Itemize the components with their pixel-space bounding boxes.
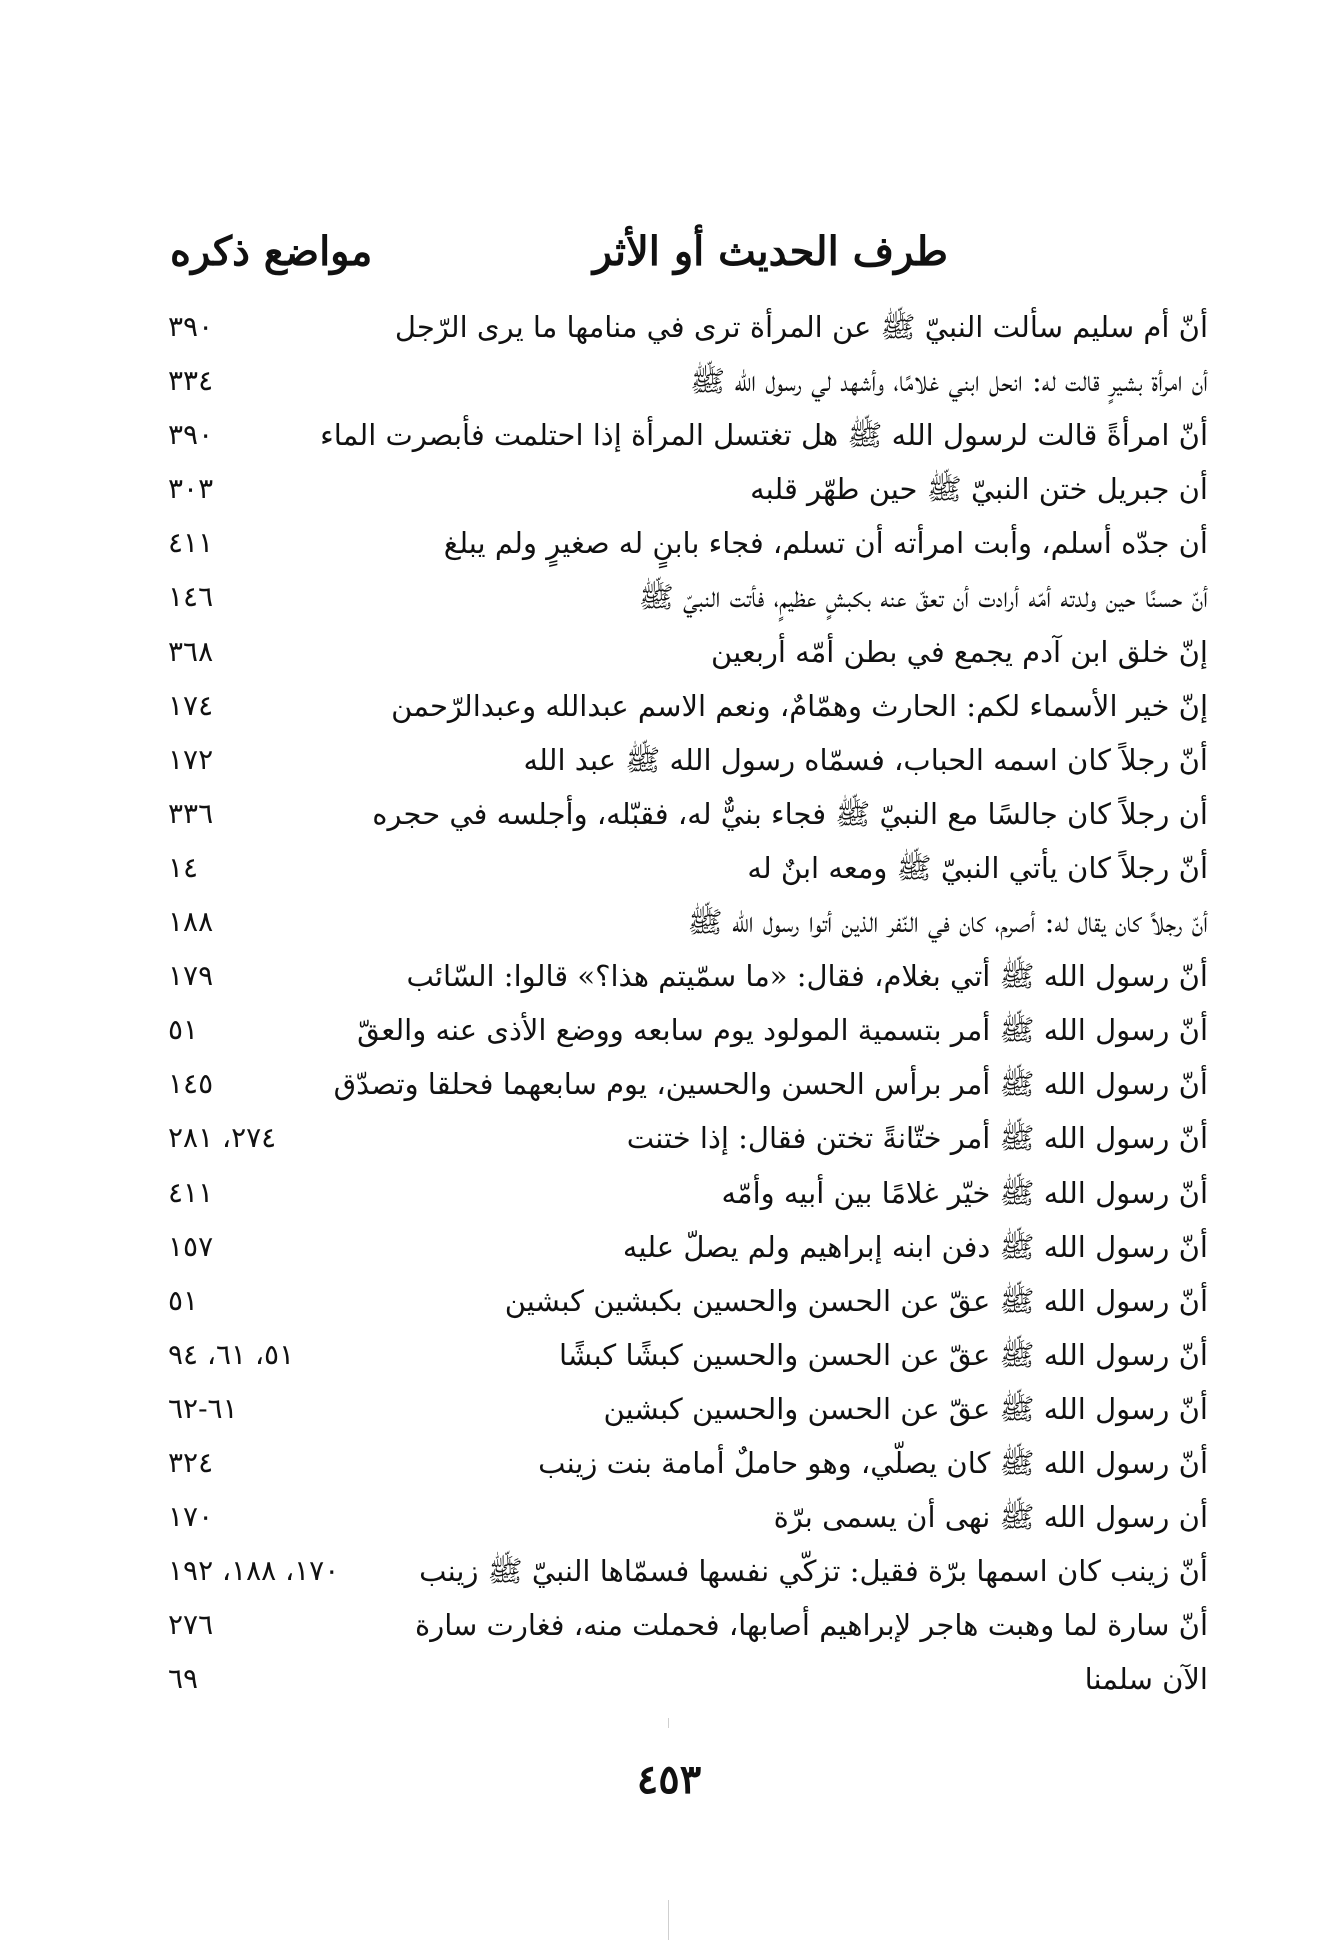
page-references: ٣٩٠ <box>168 418 214 452</box>
hadith-text: أنّ رسول الله ﷺ دفن ابنه إبراهيم ولم يصلّ عليه <box>622 1229 1208 1264</box>
index-row <box>160 841 1208 895</box>
hadith-text: أنّ رجلاً كان يأتي النبيّ ﷺ ومعه ابنٌ له <box>747 850 1208 885</box>
hadith-text: أنّ رسول الله ﷺ عقّ عن الحسن والحسين كبشًا كبشًا <box>558 1337 1208 1372</box>
page-references: ٣٠٣ <box>168 472 214 506</box>
hadith-text: أنّ رسول الله ﷺ عقّ عن الحسن والحسين بكبشين كبشين <box>504 1283 1208 1318</box>
index-row <box>160 516 1208 570</box>
hadith-text: إنّ خلق ابن آدم يجمع في بطن أمّه أربعين <box>711 634 1208 669</box>
index-row <box>160 1598 1208 1652</box>
page-references: ٣٣٦ <box>168 796 214 830</box>
page-references: ١٧٠، ١٨٨، ١٩٢ <box>168 1554 340 1588</box>
page-references: ٦١-٦٢ <box>168 1391 238 1425</box>
hadith-text: الآن سلمنا <box>1084 1662 1208 1697</box>
page-references: ٤١١ <box>168 1175 214 1209</box>
index-row <box>160 1057 1208 1111</box>
index-row <box>160 1436 1208 1490</box>
page-references: ١٧٩ <box>168 959 214 993</box>
hadith-text: أنّ أم سليم سألت النبيّ ﷺ عن المرأة ترى في منامها ما يرى الرّجل <box>394 310 1208 344</box>
index-row <box>160 1111 1208 1165</box>
page-references: ٣٢٤ <box>168 1445 214 1479</box>
page-references: ٤١١ <box>168 526 214 560</box>
header-reference-column: مواضع ذكره <box>170 228 373 275</box>
hadith-text: أنّ رجلاً كان يقال له: أصرم، كان في النّفر الذين أتوا رسول الله ﷺ <box>687 905 1208 940</box>
hadith-text: أن رسول الله ﷺ نهى أن يسمى برّة <box>773 1500 1208 1535</box>
index-row <box>160 408 1208 462</box>
page-references: ١٥٧ <box>168 1229 214 1263</box>
hadith-text: أنّ رسول الله ﷺ أمر ختّانةً تختن فقال: إذا ختنت <box>626 1121 1208 1156</box>
index-row <box>160 1166 1208 1220</box>
index-row <box>160 733 1208 787</box>
hadith-text: أنّ رسول الله ﷺ أتي بغلام، فقال: «ما سمّيتم هذا؟» قالوا: السّائب <box>406 959 1208 994</box>
page-references: ٥١ <box>168 1283 199 1317</box>
hadith-text: أن جدّه أسلم، وأبت امرأته أن تسلم، فجاء بابنٍ له صغيرٍ ولم يبلغ <box>443 526 1208 561</box>
hadith-text: أن جبريل ختن النبيّ ﷺ حين طهّر قلبه <box>750 472 1208 507</box>
index-row <box>160 679 1208 733</box>
index-table <box>160 300 1208 1706</box>
hadith-text: أنّ سارة لما وهبت هاجر لإبراهيم أصابها، فحملت منه، فغارت سارة <box>415 1608 1208 1643</box>
index-row <box>160 1544 1208 1598</box>
index-row <box>160 462 1208 516</box>
index-row <box>160 1274 1208 1328</box>
hadith-text: أنّ امرأةً قالت لرسول الله ﷺ هل تغتسل المرأة إذا احتلمت فأبصرت الماء <box>320 418 1208 453</box>
hadith-text: أنّ زينب كان اسمها برّة فقيل: تزكّي نفسها فسمّاها النبيّ ﷺ زينب <box>419 1554 1208 1589</box>
hadith-text: أنّ رسول الله ﷺ عقّ عن الحسن والحسين كبشين <box>603 1391 1208 1426</box>
hadith-text: أنّ رسول الله ﷺ خيّر غلامًا بين أبيه وأمّه <box>721 1175 1208 1210</box>
index-row <box>160 949 1208 1003</box>
hadith-text: أنّ رجلاً كان اسمه الحباب، فسمّاه رسول الله ﷺ عبد الله <box>523 742 1208 777</box>
index-row <box>160 895 1208 949</box>
index-row <box>160 570 1208 624</box>
index-row <box>160 1490 1208 1544</box>
page-references: ٦٩ <box>168 1662 199 1696</box>
page-references: ١٤٥ <box>168 1067 214 1101</box>
page-references: ١٧٠ <box>168 1500 214 1534</box>
scan-mark <box>668 1900 669 1940</box>
page-references: ١٨٨ <box>168 905 214 939</box>
page-references: ٥١ <box>168 1013 199 1047</box>
index-row <box>160 625 1208 679</box>
hadith-text: أنّ رسول الله ﷺ كان يصلّي، وهو حاملٌ أمامة بنت زينب <box>538 1445 1208 1480</box>
hadith-text: أنّ رسول الله ﷺ أمر بتسمية المولود يوم سابعه ووضع الأذى عنه والعقّ <box>357 1013 1208 1048</box>
index-row <box>160 354 1208 408</box>
header-hadith-column: طرف الحديث أو الأثر <box>592 228 948 275</box>
index-row <box>160 1328 1208 1382</box>
page-references: ٣٦٨ <box>168 634 214 668</box>
index-row <box>160 787 1208 841</box>
page-references: ٢٧٦ <box>168 1608 214 1642</box>
hadith-text: إنّ خير الأسماء لكم: الحارث وهمّامٌ، ونعم الاسم عبدالله وعبدالرّحمن <box>391 688 1208 723</box>
scan-mark <box>668 1718 669 1728</box>
index-row <box>160 1382 1208 1436</box>
page-references: ٥١، ٦١، ٩٤ <box>168 1337 295 1371</box>
index-row <box>160 1003 1208 1057</box>
hadith-text: أنّ رسول الله ﷺ أمر برأس الحسن والحسين، يوم سابعهما فحلقا وتصدّق <box>333 1067 1208 1102</box>
page-references: ٣٩٠ <box>168 310 214 343</box>
page-references: ١٤٦ <box>168 580 214 614</box>
index-row <box>160 1220 1208 1274</box>
hadith-text: أن امرأة بشيرٍ قالت له: انحل ابني غلامًا، وأشهد لي رسول الله ﷺ <box>690 364 1208 399</box>
page-references: ٣٣٤ <box>168 364 214 398</box>
index-row <box>160 300 1208 354</box>
hadith-text: أن رجلاً كان جالسًا مع النبيّ ﷺ فجاء بنيٌّ له، فقبّله، وأجلسه في حجره <box>372 796 1208 831</box>
page-references: ١٧٤ <box>168 688 214 722</box>
page-references: ٢٧٤، ٢٨١ <box>168 1121 277 1155</box>
hadith-text: أنّ حسنًا حين ولدته أمّه أرادت أن تعقّ عنه بكبشٍ عظيمٍ، فأتت النبيّ ﷺ <box>638 580 1208 615</box>
index-header <box>160 228 1208 300</box>
page-references: ١٤ <box>168 850 199 884</box>
page-number: ٤٥٣ <box>636 1756 702 1803</box>
page-references: ١٧٢ <box>168 742 214 776</box>
index-row <box>160 1652 1208 1706</box>
